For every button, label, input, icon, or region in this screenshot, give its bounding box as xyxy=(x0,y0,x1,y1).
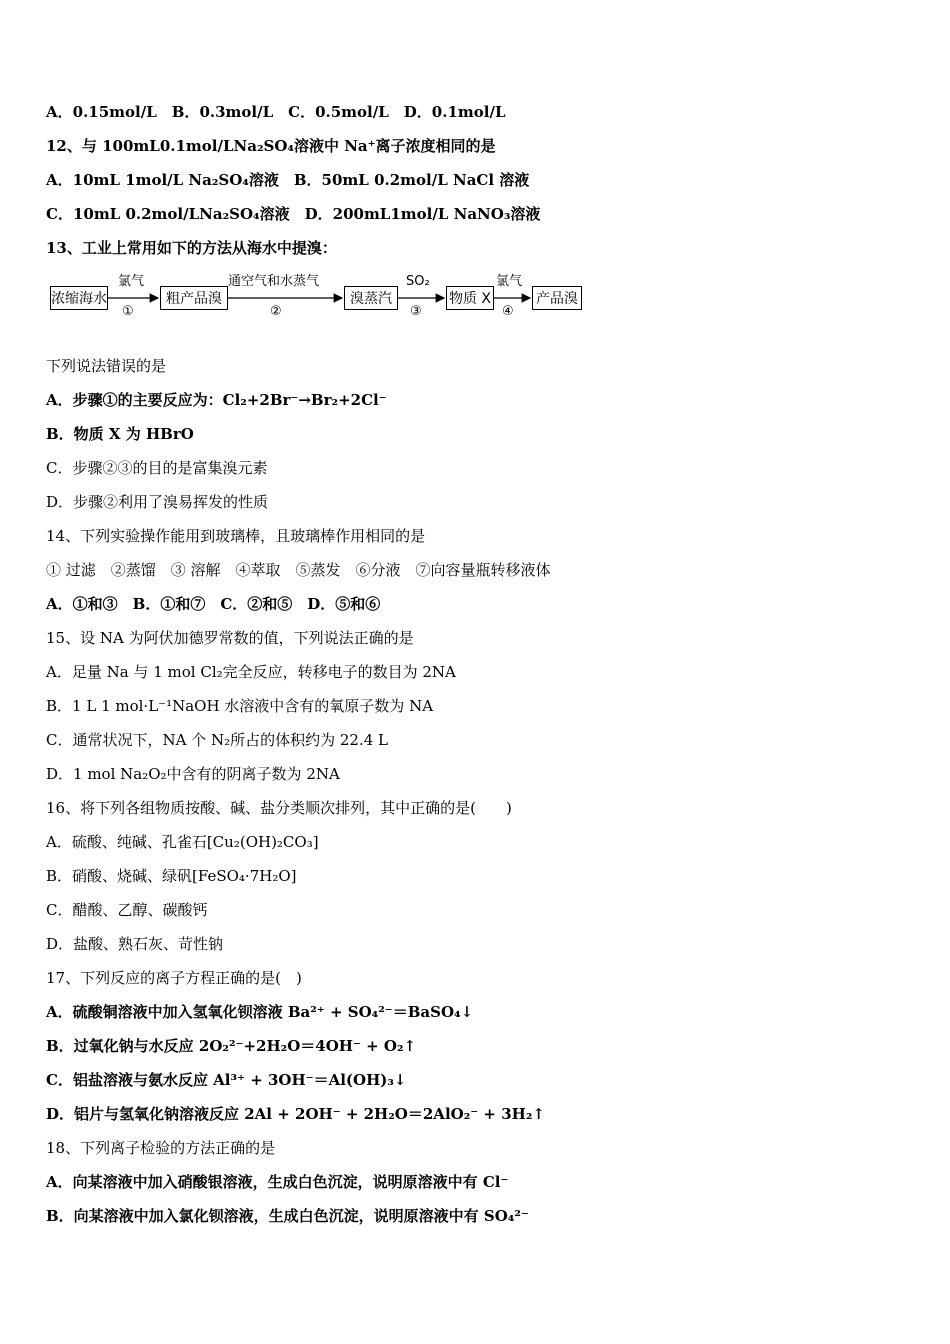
q17-option-d: D．铝片与氢氧化钠溶液反应 2Al + 2OH⁻ + 2H₂O＝2AlO₂⁻ + 3H₂↑ xyxy=(46,1105,545,1123)
q17-option-b: B．过氧化钠与水反应 2O₂²⁻+2H₂O＝4OH⁻ + O₂↑ xyxy=(46,1037,417,1055)
q14-options: A．①和③ B．①和⑦ C．②和⑤ D．⑤和⑥ xyxy=(46,595,381,613)
q17-stem: 17、下列反应的离子方程正确的是( ) xyxy=(46,969,302,987)
flow-box-substance-x: 物质 X xyxy=(446,286,494,310)
bromine-flow-diagram xyxy=(48,274,588,322)
q15-stem: 15、设 NA 为阿伏加德罗常数的值，下列说法正确的是 xyxy=(46,629,414,647)
q15-option-a: A．足量 Na 与 1 mol Cl₂完全反应，转移电子的数目为 2NA xyxy=(46,663,456,681)
flow-box-seawater: 浓缩海水 xyxy=(50,286,108,310)
q13-option-d: D．步骤②利用了溴易挥发的性质 xyxy=(46,493,269,511)
q16-option-b: B．硝酸、烧碱、绿矾[FeSO₄·7H₂O] xyxy=(46,867,297,885)
flow-reagent-4: 氯气 xyxy=(496,274,523,289)
flow-step-1: ① xyxy=(122,304,134,319)
q16-option-a: A．硫酸、纯碱、孔雀石[Cu₂(OH)₂CO₃] xyxy=(46,833,319,851)
q12-stem: 12、与 100mL0.1mol/LNa₂SO₄溶液中 Na⁺离子浓度相同的是 xyxy=(46,137,496,155)
flow-reagent-1: 氯气 xyxy=(118,274,145,289)
q17-option-c: C．铝盐溶液与氨水反应 Al³⁺ + 3OH⁻＝Al(OH)₃↓ xyxy=(46,1071,407,1089)
q15-option-c: C．通常状况下，NA 个 N₂所占的体积约为 22.4 L xyxy=(46,731,389,749)
q12-options-ab: A．10mL 1mol/L Na₂SO₄溶液 B．50mL 0.2mol/L NaCl 溶液 xyxy=(46,171,530,189)
flow-reagent-2: 通空气和水蒸气 xyxy=(228,274,320,289)
q13-option-b: B．物质 X 为 HBrO xyxy=(46,425,194,443)
q18-option-b: B．向某溶液中加入氯化钡溶液，生成白色沉淀，说明原溶液中有 SO₄²⁻ xyxy=(46,1207,529,1225)
flow-step-3: ③ xyxy=(410,304,422,319)
q11-options: A．0.15mol/L B．0.3mol/L C．0.5mol/L D．0.1mol/L xyxy=(46,103,506,121)
q16-stem: 16、将下列各组物质按酸、碱、盐分类顺次排列，其中正确的是( ) xyxy=(46,799,512,817)
q18-option-a: A．向某溶液中加入硝酸银溶液，生成白色沉淀，说明原溶液中有 Cl⁻ xyxy=(46,1173,509,1191)
q12-options-cd: C．10mL 0.2mol/LNa₂SO₄溶液 D．200mL1mol/L NaNO₃溶液 xyxy=(46,205,541,223)
q13-option-a: A．步骤①的主要反应为：Cl₂+2Br⁻→Br₂+2Cl⁻ xyxy=(46,391,387,409)
q15-option-d: D．1 mol Na₂O₂中含有的阴离子数为 2NA xyxy=(46,765,340,783)
q13-prompt: 下列说法错误的是 xyxy=(46,357,167,375)
q17-option-a: A．硫酸铜溶液中加入氢氧化钡溶液 Ba²⁺ + SO₄²⁻＝BaSO₄↓ xyxy=(46,1003,474,1021)
flow-step-2: ② xyxy=(270,304,282,319)
q16-option-c: C．醋酸、乙醇、碳酸钙 xyxy=(46,901,208,919)
q18-stem: 18、下列离子检验的方法正确的是 xyxy=(46,1139,276,1157)
q13-stem: 13、工业上常用如下的方法从海水中提溴： xyxy=(46,239,337,257)
flow-box-bromine-vapor: 溴蒸汽 xyxy=(344,286,398,310)
flow-box-product-bromine: 产品溴 xyxy=(532,286,582,310)
q15-option-b: B．1 L 1 mol·L⁻¹NaOH 水溶液中含有的氧原子数为 NA xyxy=(46,697,434,715)
flow-box-crude-bromine: 粗产品溴 xyxy=(160,286,228,310)
q14-stem: 14、下列实验操作能用到玻璃棒，且玻璃棒作用相同的是 xyxy=(46,527,426,545)
flow-step-4: ④ xyxy=(502,304,514,319)
q13-option-c: C．步骤②③的目的是富集溴元素 xyxy=(46,459,268,477)
flow-reagent-3: SO₂ xyxy=(406,274,430,289)
q14-operations: ① 过滤 ②蒸馏 ③ 溶解 ④萃取 ⑤蒸发 ⑥分液 ⑦向容量瓶转移液体 xyxy=(46,561,551,579)
q16-option-d: D．盐酸、熟石灰、苛性钠 xyxy=(46,935,224,953)
